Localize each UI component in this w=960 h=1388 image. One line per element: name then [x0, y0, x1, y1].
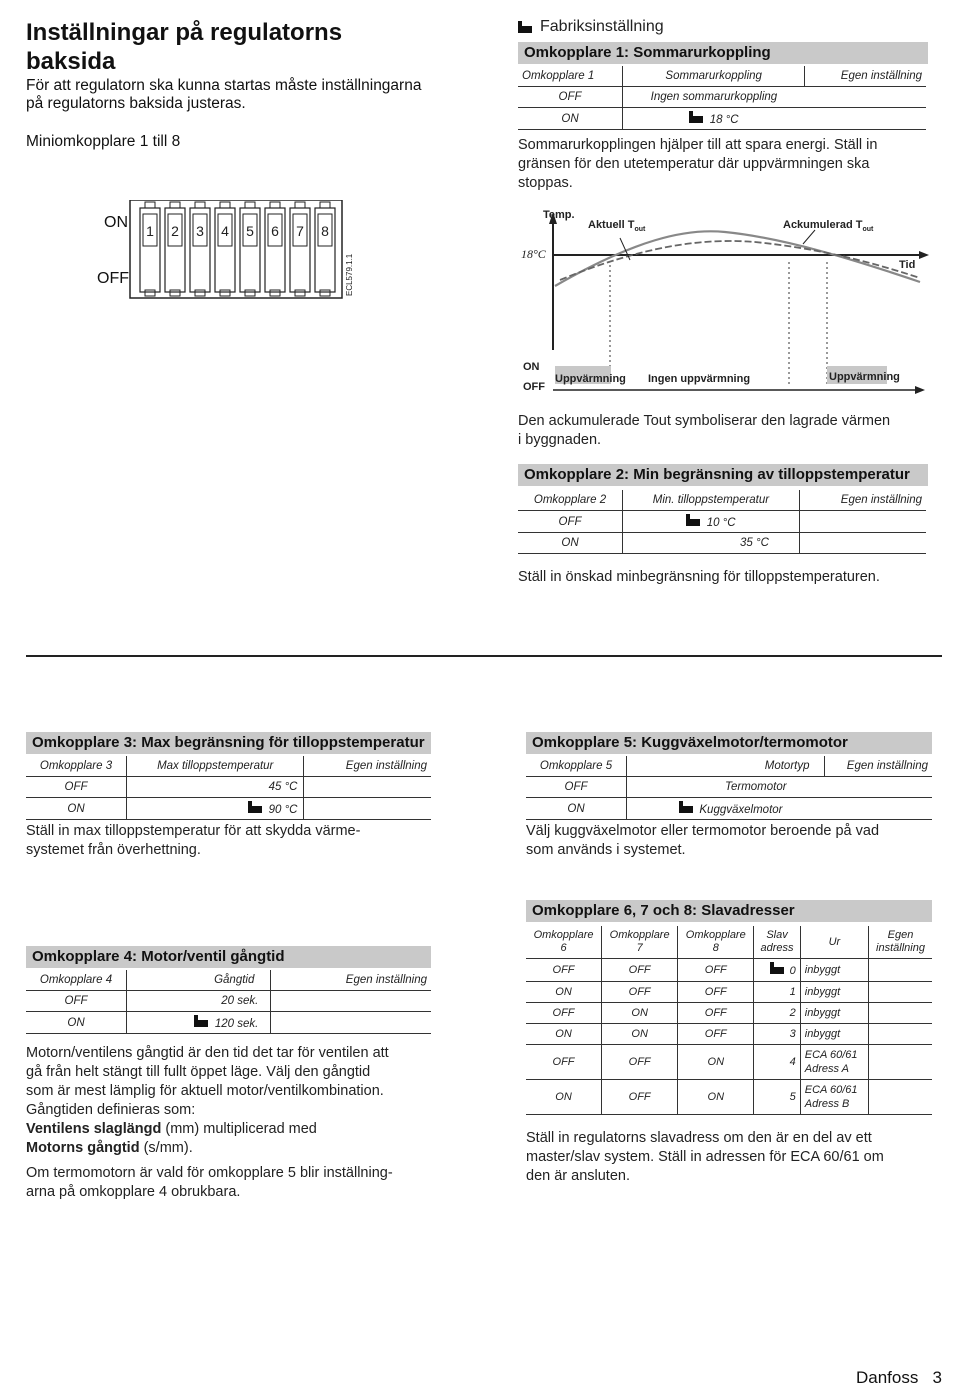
temp-axis-label: Temp. — [543, 209, 575, 221]
heating-label-2: Uppvärmning — [829, 371, 900, 383]
diagram-caption: Den ackumulerade Tout symboliserar den lagrade värmen i byggnaden. — [518, 413, 891, 448]
switch1-title: Omkopplare 1: Sommarurkoppling — [518, 42, 928, 64]
dip-code: ECL579.1.1 — [345, 253, 354, 296]
intro-text: För att regulatorn ska kunna startas måste inställningarna på regulatorns baksida justeras. — [26, 77, 422, 112]
on-label: ON — [523, 361, 540, 373]
switch678-text: Ställ in regulatorns slavadress om den är en del av ett master/slav system. Ställ in adressen för ECA 60/61 om den är ansluten. — [526, 1130, 884, 1184]
switch1-text: Sommarurkopplingen hjälper till att spara energi. Ställ in gränsen för den utetemperatur där uppvärmningen ska stoppas. — [518, 137, 878, 191]
page-number: 3 — [932, 1368, 942, 1387]
switch1-table: Omkopplare 1 Sommarurkoppling Egen inställning OFF Ingen sommarurkoppling ON 18 °C — [518, 66, 926, 130]
switch4-text: Motorn/ventilens gångtid är den tid det tar för ventilen att gå från helt stängt till fullt öppet läge. Välj den gångtid som är mest lämplig för aktuell motor/ventilkombination. Gångtiden definieras som: Ventilens slaglängd (mm) multiplicerad med Motorns gångtid (s/mm). — [26, 1045, 389, 1156]
page-footer — [856, 1368, 942, 1388]
table-row: ON ON OFF 3 inbyggt — [526, 1024, 932, 1045]
heating-label-1: Uppvärmning — [555, 373, 626, 385]
switch3-table: Omkopplare 3 Max tilloppstemperatur Egen inställning OFF 45 °C ON 90 °C — [26, 756, 431, 820]
dip-switch-1 — [140, 202, 160, 296]
switch3-text: Ställ in max tilloppstemperatur för att skydda värme- systemet från överhettning. — [26, 823, 361, 858]
factory-icon — [194, 1015, 208, 1027]
switch4-title: Omkopplare 4: Motor/ventil gångtid — [26, 946, 431, 968]
accumulated-tout-label: Ackumulerad $T_{out}$ — [783, 219, 874, 233]
dip-switch-8 — [315, 202, 335, 296]
dip-switch-5 — [240, 202, 260, 296]
off-label: OFF — [523, 381, 545, 393]
dip-switch-4 — [215, 202, 235, 296]
dip-switch-number: 8 — [321, 223, 329, 239]
table-row: OFF OFF OFF 0 inbyggt — [526, 959, 932, 982]
dip-switch-7 — [290, 202, 310, 296]
page-title: Inställningar på regulatorns baksida — [26, 19, 343, 75]
dip-switch-number: 5 — [246, 223, 254, 239]
summer-cutout-diagram — [515, 200, 935, 400]
brand: Danfoss — [855, 1368, 919, 1387]
dip-switch-number: 2 — [171, 223, 179, 239]
dip-switch-panel — [97, 200, 354, 300]
dip-switch-number: 7 — [296, 223, 304, 239]
table-row: ON OFF OFF 1 inbyggt — [526, 982, 932, 1003]
actual-tout-label: Aktuell $T_{out}$ — [588, 219, 646, 233]
switch3-title: Omkopplare 3: Max begränsning för tilloppstemperatur — [26, 732, 431, 754]
switch4-note: Om termomotorn är vald för omkopplare 5 blir inställning- arna på omkopplare 4 obrukbara. — [26, 1165, 393, 1200]
factory-icon — [689, 111, 703, 123]
dip-switch-number: 4 — [221, 223, 229, 239]
switch678-title: Omkopplare 6, 7 och 8: Slavadresser — [526, 900, 932, 922]
switch4-table: Omkopplare 4 Gångtid Egen inställning OFF 20 sek. ON 120 sek. — [26, 970, 431, 1034]
dip-switch-6 — [265, 202, 285, 296]
no-heating-label: Ingen uppvärmning — [648, 373, 751, 385]
dip-on-label: ON — [104, 214, 128, 231]
switch2-table: Omkopplare 2 Min. tilloppstemperatur Egen inställning OFF 10 °C ON 35 °C — [518, 490, 926, 554]
factory-icon — [518, 21, 532, 33]
table-row: ON OFF ON 5 ECA 60/61 Adress B — [526, 1080, 932, 1115]
table-row: OFF ON OFF 2 inbyggt — [526, 1003, 932, 1024]
dip-switch-2 — [165, 202, 185, 296]
switch5-text: Välj kuggväxelmotor eller termomotor beroende på vad som används i systemet. — [526, 823, 880, 858]
dip-off-label: OFF — [97, 270, 129, 287]
time-axis-label: Tid — [899, 259, 916, 271]
page-divider — [26, 655, 942, 657]
switch2-title: Omkopplare 2: Min begränsning av tilloppstemperatur — [518, 464, 928, 486]
mini-switches-label: Miniomkopplare 1 till 8 — [26, 133, 181, 150]
dip-switch-number: 6 — [271, 223, 279, 239]
switch5-title: Omkopplare 5: Kuggväxelmotor/termomotor — [526, 732, 932, 754]
slave-address-table: Omkopplare 6 Omkopplare 7 Omkopplare 8 Slav adress Ur Egen inställning OFF OFF OFF 0 inbyggt ON OFF OFF 1 inbyggt OFF ON OFF 2 inbyggt ON ON OFF 3 inbyggt OFF OFF ON 4 ECA 60/61 Adress A ON OFF ON 5 ECA 60/61 Adress B — [526, 926, 932, 1115]
factory-setting-legend: Fabriksinställning — [518, 18, 928, 36]
factory-icon — [686, 514, 700, 526]
switch5-table: Omkopplare 5 Motortyp Egen inställning OFF Termomotor ON Kuggväxelmotor — [526, 756, 932, 820]
temp-18-label: 18°C — [521, 247, 546, 261]
dip-switch-number: 1 — [146, 223, 154, 239]
factory-icon — [679, 801, 693, 813]
table-row: OFF OFF ON 4 ECA 60/61 Adress A — [526, 1045, 932, 1080]
factory-icon — [770, 962, 784, 974]
dip-switch-3 — [190, 202, 210, 296]
dip-switch-number: 3 — [196, 223, 204, 239]
factory-icon — [248, 801, 262, 813]
switch2-text: Ställ in önskad minbegränsning för tilloppstemperaturen. — [518, 569, 880, 585]
